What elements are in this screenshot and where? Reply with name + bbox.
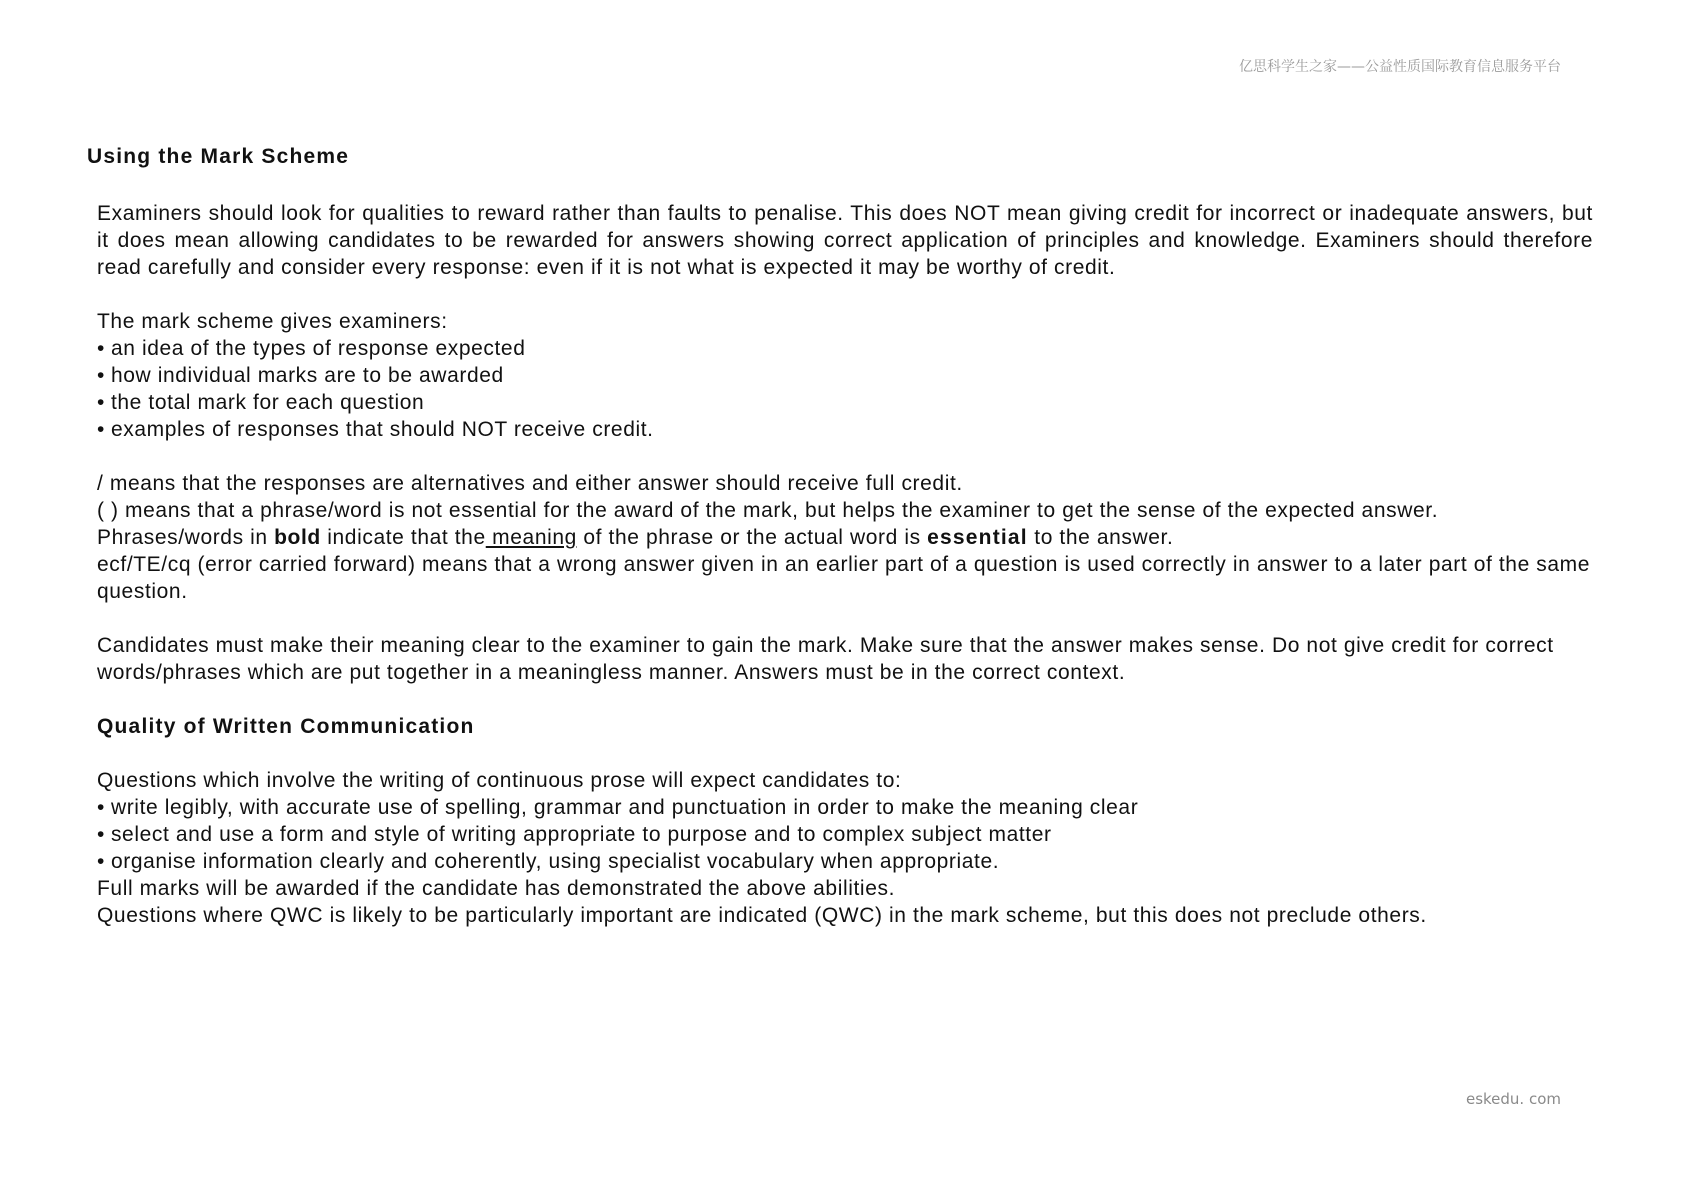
bold-word: bold (274, 526, 321, 549)
gives-item: • the total mark for each question (97, 389, 1593, 416)
header-watermark: 亿思科学生之家——公益性质国际教育信息服务平台 (1239, 59, 1561, 75)
brackets-convention: ( ) means that a phrase/word is not essential for the award of the mark, but helps the examiner to get the sense of the expected answer. (97, 499, 1439, 522)
qwc-item: • organise information clearly and coherently, using specialist vocabulary when appropriate. (97, 848, 1593, 875)
gives-item: • an idea of the types of response expected (97, 335, 1593, 362)
slash-convention: / means that the responses are alternatives and either answer should receive full credit. (97, 472, 963, 495)
gives-item: • examples of responses that should NOT receive credit. (97, 416, 1593, 443)
gives-item: • how individual marks are to be awarded (97, 362, 1593, 389)
bold-convention-text: Phrases/words in (97, 526, 275, 549)
footer-watermark: eskedu. com (1465, 1090, 1561, 1108)
candidates-paragraph: Candidates must make their meaning clear to the examiner to gain the mark. Make sure that the answer makes sense. Do not give credit for correct words/phrases which are put together in a meaningless manner. Answers must be in the correct context. (97, 634, 1554, 684)
bold-convention-text: to the answer. (1027, 526, 1174, 549)
page-title: Using the Mark Scheme (87, 145, 350, 168)
qwc-lead: Questions which involve the writing of continuous prose will expect candidates to: (97, 769, 902, 792)
intro-paragraph: Examiners should look for qualities to reward rather than faults to penalise. This does NOT mean giving credit for incorrect or inadequate answers, but it does mean allowing candidates to be rewarded for answers showing correct application of principles and knowledge. Examiners should therefore read carefully and consider every response: even if it is not what is expected it may be worthy of credit. (97, 202, 1593, 279)
meaning-word: meaning (485, 526, 577, 549)
document-body (97, 200, 1593, 929)
qwc-item: • select and use a form and style of writing appropriate to purpose and to complex subject matter (97, 821, 1593, 848)
essential-word: essential (927, 526, 1028, 549)
mark-scheme-lead: The mark scheme gives examiners: (97, 310, 448, 333)
ecf-convention: ecf/TE/cq (error carried forward) means that a wrong answer given in an earlier part of a question is used correctly in answer to a later part of the same question. (97, 553, 1591, 603)
bold-convention-text: of the phrase or the actual word is (576, 526, 928, 549)
qwc-indicated-paragraph: Questions where QWC is likely to be particularly important are indicated (QWC) in the mark scheme, but this does not preclude others. (97, 904, 1427, 927)
bold-convention-text: indicate that the (320, 526, 486, 549)
qwc-heading: Quality of Written Communication (97, 715, 475, 738)
full-marks-line: Full marks will be awarded if the candidate has demonstrated the above abilities. (97, 877, 896, 900)
bold-convention (97, 524, 1593, 551)
qwc-item: • write legibly, with accurate use of spelling, grammar and punctuation in order to make the meaning clear (97, 794, 1593, 821)
